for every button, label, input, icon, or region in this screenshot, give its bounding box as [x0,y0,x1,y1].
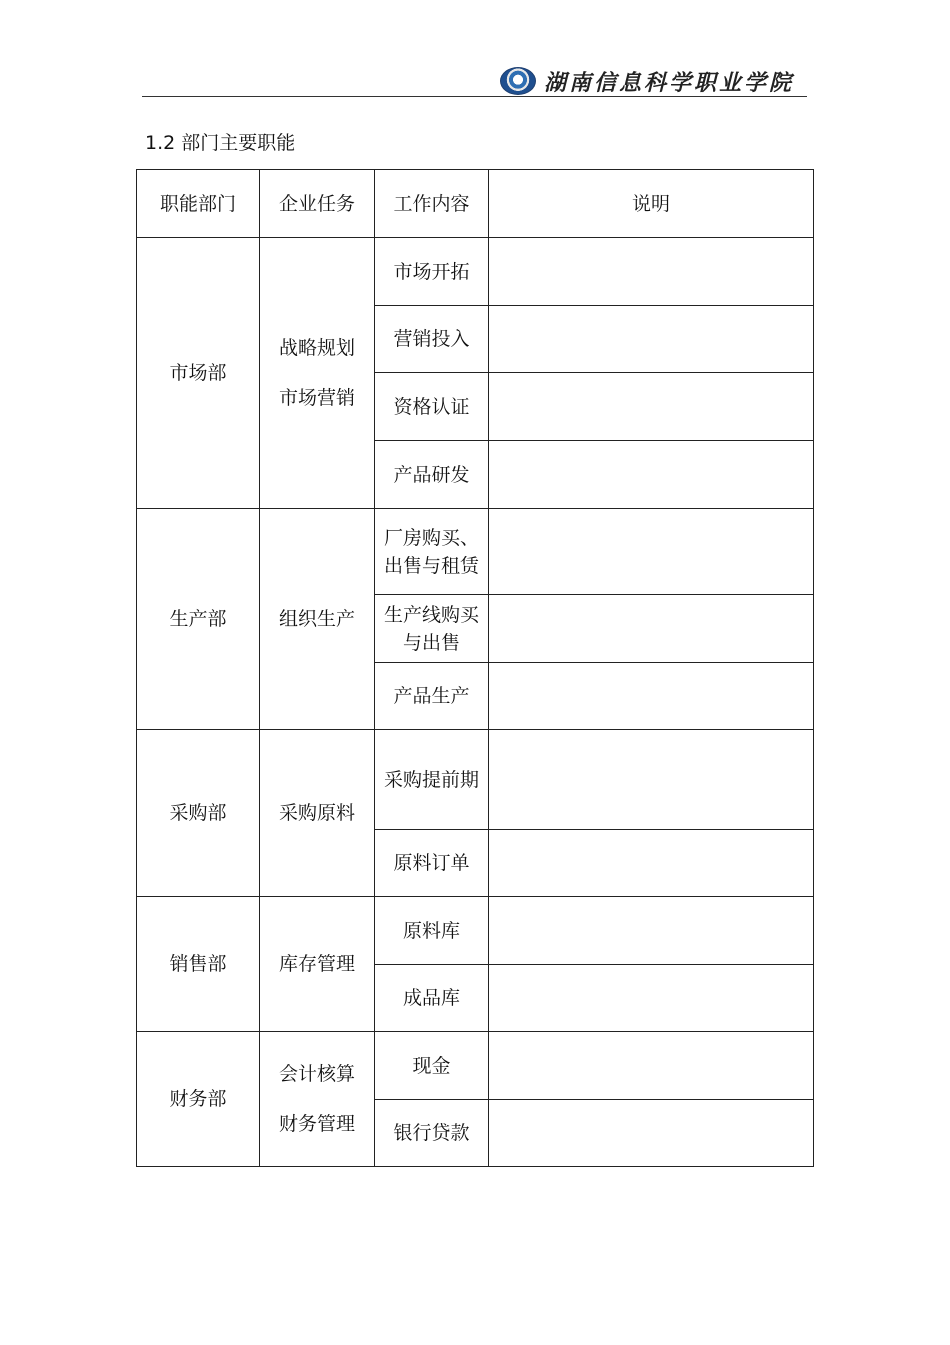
task-line: 市场营销 [278,387,355,409]
section-title: 1.2 部门主要职能 [145,132,296,154]
header-content: 工作内容 [375,170,489,238]
content-cell: 成品库 [375,965,489,1032]
description-cell [489,965,814,1032]
content-cell: 资格认证 [375,373,489,441]
description-cell [489,1032,814,1100]
department-cell: 生产部 [137,509,260,730]
task-cell [260,238,375,509]
header-rule [142,96,807,97]
header-task: 企业任务 [260,170,375,238]
department-cell: 销售部 [137,897,260,1032]
content-cell: 厂房购买、出售与租赁 [375,509,489,595]
description-cell [489,663,814,730]
task-line: 战略规划 [278,337,355,359]
content-cell: 营销投入 [375,306,489,373]
description-cell [489,441,814,509]
content-cell: 生产线购买与出售 [375,595,489,663]
description-cell [489,306,814,373]
table-header-row [137,170,814,238]
table-row [137,1032,814,1100]
description-cell [489,373,814,441]
table-row [137,897,814,965]
task-line: 财务管理 [278,1113,355,1135]
table-row [137,730,814,830]
task-cell [260,1032,375,1167]
task-cell: 采购原料 [260,730,375,897]
description-cell [489,897,814,965]
content-cell: 采购提前期 [375,730,489,830]
content-cell: 原料订单 [375,830,489,897]
task-line: 会计核算 [278,1063,355,1085]
department-cell: 市场部 [137,238,260,509]
content-cell: 产品生产 [375,663,489,730]
description-cell [489,830,814,897]
logo-text: 湖南信息科学职业学院 [544,69,795,96]
content-cell: 银行贷款 [375,1100,489,1167]
content-cell: 原料库 [375,897,489,965]
department-cell: 财务部 [137,1032,260,1167]
task-cell: 组织生产 [260,509,375,730]
table-row [137,509,814,595]
content-cell: 现金 [375,1032,489,1100]
description-cell [489,238,814,306]
header-department: 职能部门 [137,170,260,238]
department-cell: 采购部 [137,730,260,897]
content-cell: 产品研发 [375,441,489,509]
header-description: 说明 [489,170,814,238]
header-logo [500,64,810,98]
description-cell [489,730,814,830]
description-cell [489,509,814,595]
table-row [137,238,814,306]
school-emblem-icon [500,67,536,95]
content-cell: 市场开拓 [375,238,489,306]
task-cell: 库存管理 [260,897,375,1032]
description-cell [489,1100,814,1167]
department-functions-table [136,169,814,1167]
description-cell [489,595,814,663]
